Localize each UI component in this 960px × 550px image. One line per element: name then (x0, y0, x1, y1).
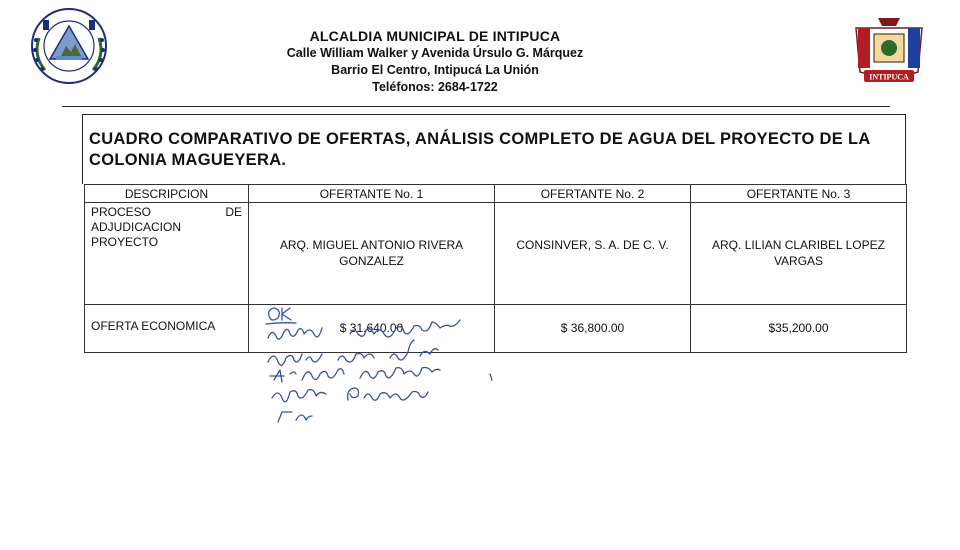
header-divider (62, 106, 890, 107)
offerer-2-name: CONSINVER, S. A. DE C. V. (495, 203, 691, 305)
header-ofertante-1: OFERTANTE No. 1 (249, 185, 495, 203)
offerer-3-name: ARQ. LILIAN CLARIBEL LOPEZ VARGAS (691, 203, 907, 305)
municipal-coat-of-arms-seal (848, 10, 930, 86)
offerer-1-amount: $ 31,640.00 (249, 305, 495, 353)
table-header-row (85, 185, 907, 203)
offerer-3-amount: $35,200.00 (691, 305, 907, 353)
handwritten-note (260, 304, 560, 434)
offerer-1-name: ARQ. MIGUEL ANTONIO RIVERA GONZALEZ (249, 203, 495, 305)
intipuca-banner-text: INTIPUCA (869, 72, 909, 82)
document-title-box (82, 114, 906, 184)
national-coat-of-arms-seal (14, 6, 124, 86)
header-descripcion: DESCRIPCION (85, 185, 249, 203)
row-label-oferta-economica: OFERTA ECONOMICA (85, 305, 249, 353)
table-row (85, 203, 907, 305)
row-label-proceso: PROCESO DE ADJUDICACION PROYECTO (85, 203, 249, 305)
institution-header (250, 28, 620, 96)
institution-name: ALCALDIA MUNICIPAL DE INTIPUCA (309, 28, 561, 44)
institution-locality: Barrio El Centro, Intipucá La Unión (331, 63, 539, 77)
header-ofertante-2: OFERTANTE No. 2 (495, 185, 691, 203)
document-title: CUADRO COMPARATIVO DE OFERTAS, ANÁLISIS COMPLETO DE AGUA DEL PROYECTO DE LA COLONIA MAGUEYERA. (89, 130, 870, 169)
institution-address: Calle William Walker y Avenida Úrsulo G. Márquez (286, 46, 584, 60)
institution-phone: Teléfonos: 2684-1722 (372, 80, 498, 94)
header-ofertante-3: OFERTANTE No. 3 (691, 185, 907, 203)
offerer-2-amount: $ 36,800.00 (495, 305, 691, 353)
